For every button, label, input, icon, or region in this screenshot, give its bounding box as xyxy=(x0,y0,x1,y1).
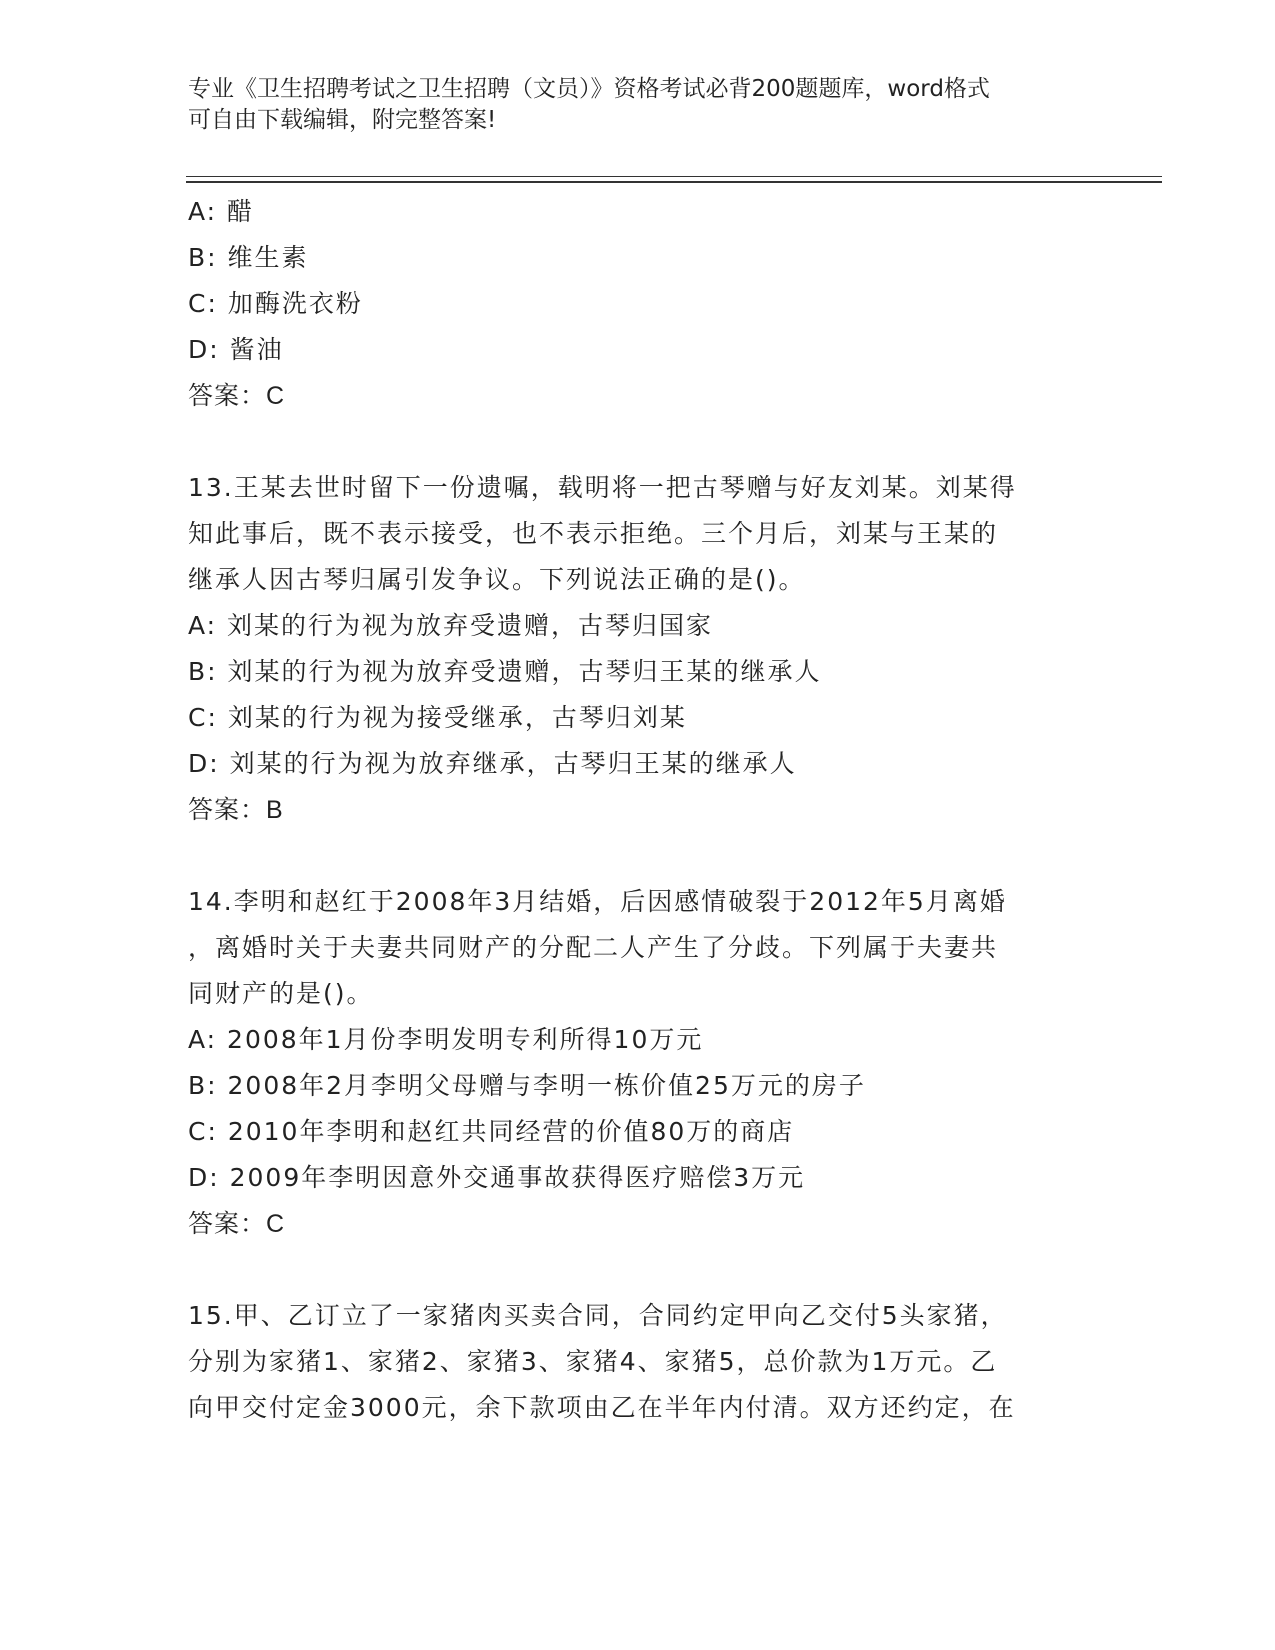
question-13 xyxy=(188,465,1088,833)
option-a: A: 刘某的行为视为放弃受遗赠，古琴归国家 xyxy=(188,611,714,640)
spacer xyxy=(188,833,1088,879)
answer-line: 答案：B xyxy=(188,796,284,824)
question-stem-line: 分别为家猪1、家猪2、家猪3、家猪4、家猪5，总价款为1万元。乙 xyxy=(188,1347,998,1376)
spacer xyxy=(188,419,1088,465)
option-c: C: 2010年李明和赵红共同经营的价值80万的商店 xyxy=(188,1117,795,1146)
header-rule-thick xyxy=(186,181,1162,183)
question-stem-line: ，离婚时关于夫妻共同财产的分配二人产生了分歧。下列属于夫妻共 xyxy=(188,933,999,962)
question-15 xyxy=(188,1293,1088,1431)
answer-line: 答案：C xyxy=(188,382,286,410)
question-14 xyxy=(188,879,1088,1247)
option-b: B: 2008年2月李明父母赠与李明一栋价值25万元的房子 xyxy=(188,1071,866,1100)
option-a: A: 醋 xyxy=(188,197,255,226)
question-stem-line: 15.甲、乙订立了一家猪肉买卖合同，合同约定甲向乙交付5头家猪， xyxy=(188,1301,1008,1330)
question-content xyxy=(188,189,1088,1431)
header-rule-thin xyxy=(186,176,1162,177)
option-d: D: 酱油 xyxy=(188,335,284,364)
header-line-1: 专业《卫生招聘考试之卫生招聘（文员）》资格考试必背200题题库，word格式 xyxy=(188,76,990,102)
question-stem-line: 向甲交付定金3000元，余下款项由乙在半年内付清。双方还约定，在 xyxy=(188,1393,1016,1422)
question-stem-line: 继承人因古琴归属引发争议。下列说法正确的是()。 xyxy=(188,565,806,594)
option-d: D: 2009年李明因意外交通事故获得医疗赔偿3万元 xyxy=(188,1163,806,1192)
question-stem-line: 13.王某去世时留下一份遗嘱，载明将一把古琴赠与好友刘某。刘某得 xyxy=(188,473,1017,502)
question-stem-line: 同财产的是()。 xyxy=(188,979,374,1008)
option-b: B: 刘某的行为视为放弃受遗赠，古琴归王某的继承人 xyxy=(188,657,822,686)
header-line-2: 可自由下载编辑，附完整答案! xyxy=(188,107,497,133)
option-c: C: 加酶洗衣粉 xyxy=(188,289,363,318)
question-stem-line: 14.李明和赵红于2008年3月结婚，后因感情破裂于2012年5月离婚 xyxy=(188,887,1007,916)
option-a: A: 2008年1月份李明发明专利所得10万元 xyxy=(188,1025,704,1054)
answer-line: 答案：C xyxy=(188,1210,286,1238)
document-header xyxy=(188,74,1088,136)
question-stem-line: 知此事后，既不表示接受，也不表示拒绝。三个月后，刘某与王某的 xyxy=(188,519,999,548)
option-c: C: 刘某的行为视为接受继承，古琴归刘某 xyxy=(188,703,687,732)
option-d: D: 刘某的行为视为放弃继承，古琴归王某的继承人 xyxy=(188,749,797,778)
question-12-options xyxy=(188,189,1088,419)
spacer xyxy=(188,1247,1088,1293)
option-b: B: 维生素 xyxy=(188,243,309,272)
